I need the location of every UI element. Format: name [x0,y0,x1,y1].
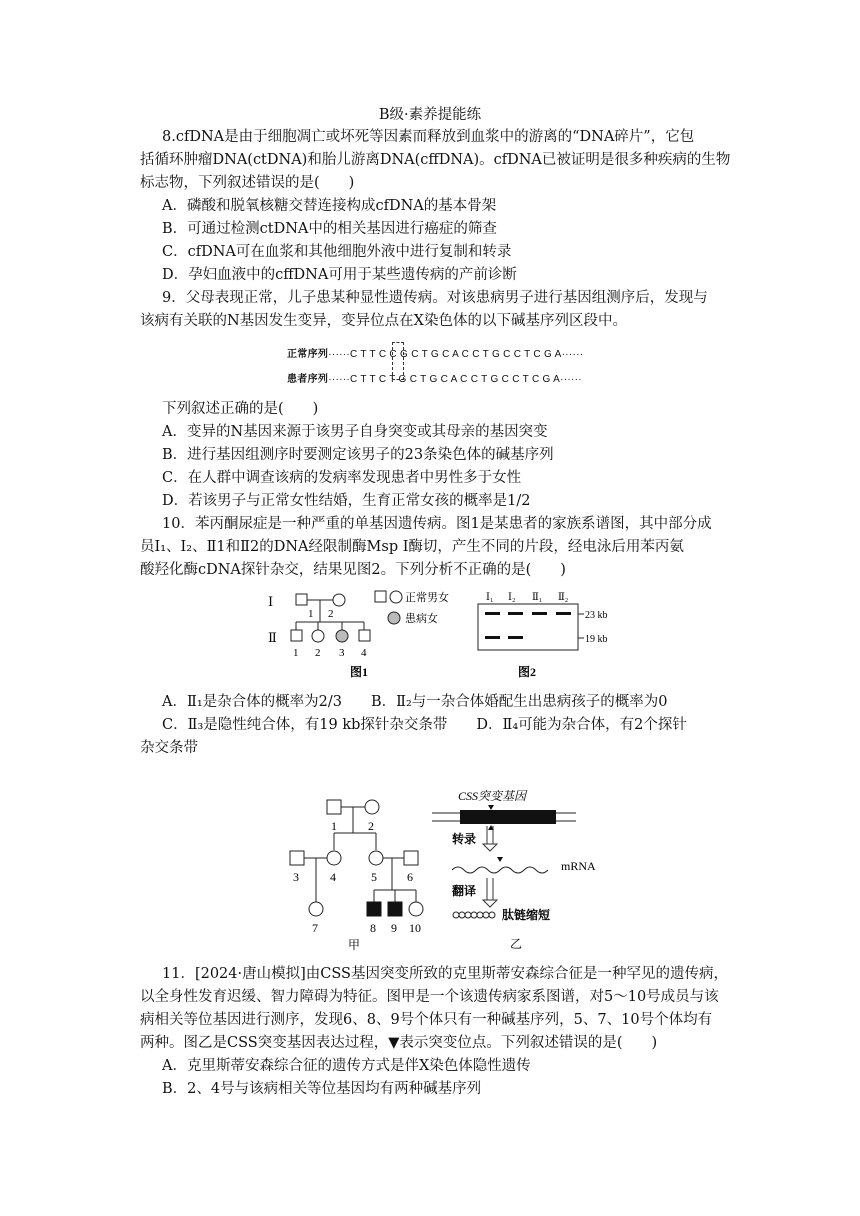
member-3-male [290,851,304,865]
band-23kb-label: 23 kb [585,610,608,621]
label-9: 9 [391,921,397,935]
mutation-site-box [392,342,404,380]
figure-1-pedigree [260,588,480,684]
q8-option-d: D．孕妇血液中的cffDNA可用于某些遗传病的产前诊断 [162,267,517,283]
patient-sequence-row [287,370,582,385]
child-ii4-male [359,630,370,641]
q9-option-c: C．在人群中调查该病的发病率发现患者中男性多于女性 [162,470,522,486]
label-2: 2 [368,819,374,833]
label-3: 3 [293,870,299,884]
label-10: 10 [409,921,421,935]
normal-sequence-row [287,345,583,360]
parent-male-i1 [296,594,307,605]
member-10-female [409,902,423,916]
pedigree-number-i2: 2 [328,608,334,620]
mutation-marker-gene-top [488,805,494,810]
q11-stem-line3: 病相关等位基因进行测序，发现6、8、9号个体只有一种碱基序列，5、7、10号个体均有 [140,1012,713,1028]
child-ii2-female [312,630,324,642]
band-i1-23kb [485,612,500,615]
q9-stem-line1: 9．父母表现正常，儿子患某种显性遗传病。对该患病男子进行基因组测序后，发现与 [162,290,708,306]
q11-option-a: A．克里斯蒂安森综合征的遗传方式是伴X染色体隐性遗传 [162,1058,531,1074]
label-4: 4 [330,870,336,884]
figure-jia-caption: 甲 [348,938,361,952]
member-9-affected-male [388,902,402,916]
band-i2-19kb [508,636,523,639]
generation-2-label: Ⅱ [268,630,277,645]
css-mutant-gene [460,810,556,824]
q11-option-b: B．2、4号与该病相关等位基因均有两种碱基序列 [162,1081,482,1097]
child-ii1-male [291,630,302,641]
member-5-female [369,851,383,865]
pedigree-number-ii1: 1 [293,647,299,659]
figure-2-gel [474,588,634,684]
q9-option-b: B．进行基因组测序时要测定该男子的23条染色体的碱基序列 [162,447,554,463]
figure-2-caption: 图2 [518,665,537,679]
legend-affected-symbol [388,612,400,624]
q11-stem-line2: 以全身性发育迟缓、智力障碍为特征。图甲是一个该遗传病家系图谱，对5～10号成员与该 [140,989,719,1005]
q9-option-a: A．变异的N基因来源于该男子自身突变或其母亲的基因突变 [162,424,548,440]
pedigree-number-ii4: 4 [361,647,367,659]
pedigree-number-ii2: 2 [315,647,321,659]
short-peptide [453,912,495,918]
figure-1-caption: 图1 [350,665,369,679]
figure-yi-caption: 乙 [510,937,523,951]
q9-option-d: D．若该男子与正常女性结婚，生育正常女孩的概率是1/2 [162,493,531,509]
label-6: 6 [407,870,413,884]
legend-female-symbol [390,591,402,603]
q11-stem-line1: 11．[2024·唐山模拟]由CSS基因突变所致的克里斯蒂安森综合征是一种罕见的遗传病， [162,966,728,982]
mutation-marker-mrna [497,857,503,862]
transcription-arrow [483,844,497,851]
member-7-female [309,902,323,916]
member-1-male [327,800,341,814]
q9-stem-line2: 该病有关联的N基因发生变异，变异位点在X染色体的以下碱基序列区段中。 [140,313,628,329]
css-gene-label: CSS突变基因 [458,789,527,803]
q10-stem-line1: 10．苯丙酮尿症是一种严重的单基因遗传病。图1是某患者的家族系谱图，其中部分成 [162,516,712,532]
band-i2-23kb [508,612,523,615]
q10-stem-line3: 酸羟化酶cDNA探针杂交，结果见图2。下列分析不正确的是( ) [140,562,566,578]
translation-arrow [483,900,497,907]
figure-jia-pedigree [280,790,440,952]
label-7: 7 [312,921,318,935]
q10-options-line2: C．Ⅱ₃是隐性纯合体，有19 kb探针杂交条带 D．Ⅱ₄可能为杂合体，有2个探针 [162,717,687,733]
q8-option-a: A．磷酸和脱氧核糖交替连接构成cfDNA的基本骨架 [162,198,497,214]
label-5: 5 [371,870,377,884]
q10-stem-line2: 员Ⅰ₁、Ⅰ₂、Ⅱ1和Ⅱ2的DNA经限制酶Msp Ⅰ酶切，产生不同的片段，经电泳后用苯丙氨 [140,539,684,555]
member-2-female [365,800,379,814]
normal-sequence-label: 正常序列 [287,349,329,360]
mrna-label: mRNA [561,859,596,873]
band-19kb-label: 19 kb [585,634,608,645]
patient-sequence: ······C T T C T G C T G C A C C T G C C T C G A······ [328,374,582,385]
q8-stem-line3: 标志物，下列叙述错误的是( ) [140,175,355,191]
member-8-affected-male [367,902,381,916]
q10-options-line1: A．Ⅱ₁是杂合体的概率为2/3 B．Ⅱ₂与一杂合体婚配生出患病孩子的概率为0 [162,694,668,710]
member-6-male [404,851,418,865]
band-ii1-23kb [532,612,547,615]
lane-label-ii2: Ⅱ₂ [558,592,569,603]
lane-label-i2: Ⅰ₂ [508,592,516,603]
pedigree-number-ii3: 3 [339,647,345,659]
q8-option-b: B．可通过检测ctDNA中的相关基因进行癌症的筛查 [162,221,497,237]
mrna-strand [452,867,548,873]
peptide-label: 肽链缩短 [502,908,551,922]
legend-affected-label: 患病女 [405,613,438,625]
gel-frame [478,604,578,650]
q9-question: 下列叙述正确的是( ) [162,401,319,417]
legend-normal-label: 正常男女 [405,592,449,604]
patient-sequence-label: 患者序列 [287,374,329,385]
lane-label-ii1: Ⅱ₁ [532,592,543,603]
q8-option-c: C．cfDNA可在血浆和其他细胞外液中进行复制和转录 [162,244,512,260]
lane-label-i1: Ⅰ₁ [486,592,494,603]
band-ii2-23kb [556,612,571,615]
member-4-female [327,851,341,865]
q10-options-line3: 杂交条带 [140,740,198,756]
q8-stem-line2: 括循环肿瘤DNA(ctDNA)和胎儿游离DNA(cffDNA)。cfDNA已被证明是很多种疾病的生物 [140,152,731,168]
label-1: 1 [331,819,337,833]
legend-male-symbol [375,591,386,602]
generation-1-label: Ⅰ [268,594,274,609]
section-title: B级·素养提能练 [378,107,482,123]
translate-label: 翻译 [452,884,477,898]
q11-stem-line4: 两种。图乙是CSS突变基因表达过程，▼表示突变位点。下列叙述错误的是( ) [140,1035,658,1051]
band-i1-19kb [485,636,500,639]
pedigree-number-i1: 1 [308,608,314,620]
q8-stem-line1: 8.cfDNA是由于细胞凋亡或坏死等因素而释放到血浆中的游离的“DNA碎片”，它包 [162,129,695,145]
figure-yi-expression [430,788,620,952]
transcribe-label: 转录 [452,832,477,846]
normal-sequence: ······C T T C C G C T G C A C C T G C C T C G A······ [328,349,584,360]
child-ii3-affected-female [336,630,348,642]
parent-female-i2 [333,594,345,606]
label-8: 8 [370,921,376,935]
